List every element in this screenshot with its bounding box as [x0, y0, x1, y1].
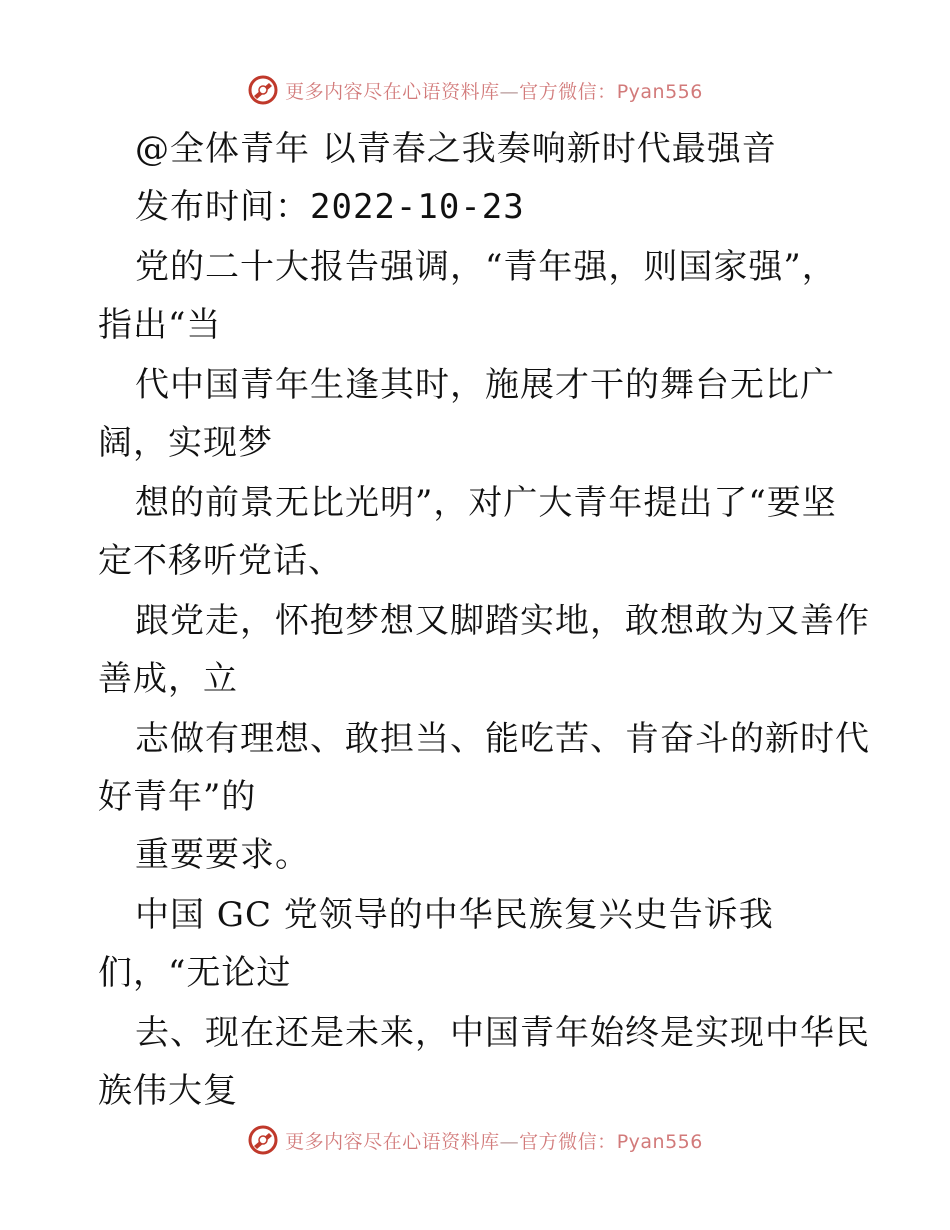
watermark-separator: — [499, 1130, 520, 1153]
paragraph-line: 族伟大复 [98, 1071, 238, 1111]
watermark-id: Pyan556 [616, 80, 703, 103]
watermark-site: 更多内容尽在心语资料库 [285, 1130, 500, 1153]
paragraph-line: 好青年”的 [98, 777, 257, 817]
paragraph-line: 指出“当 [98, 305, 222, 345]
watermark-text [285, 1127, 703, 1154]
watermark-label: 官方微信： [519, 80, 617, 103]
paragraph-line: 阔，实现梦 [98, 423, 273, 463]
header-watermark [0, 70, 950, 110]
doc-date: 发布时间：2022-10-23 [135, 187, 525, 227]
watermark-id: Pyan556 [616, 1130, 703, 1153]
logo-icon [247, 1124, 279, 1156]
watermark-label: 官方微信： [519, 1130, 617, 1153]
paragraph-line: 定不移听党话、 [98, 541, 343, 581]
paragraph-line: 想的前景无比光明”，对广大青年提出了“要坚 [135, 483, 837, 523]
footer-watermark [0, 1120, 950, 1160]
watermark-separator: — [499, 80, 520, 103]
paragraph-line: 代中国青年生逢其时，施展才干的舞台无比广 [135, 365, 835, 405]
paragraph-line: 跟党走，怀抱梦想又脚踏实地，敢想敢为又善作 [135, 601, 870, 641]
paragraph-line: 党的二十大报告强调，“青年强，则国家强”， [135, 247, 837, 287]
paragraph-line: 们，“无论过 [98, 953, 292, 993]
watermark-text [285, 77, 703, 104]
paragraph-line: 善成，立 [98, 659, 238, 699]
doc-title: @全体青年 以青春之我奏响新时代最强音 [135, 129, 777, 169]
paragraph-line: 重要要求。 [135, 835, 310, 875]
logo-icon [247, 74, 279, 106]
paragraph-line: 中国 GC 党领导的中华民族复兴史告诉我 [135, 895, 774, 935]
watermark-site: 更多内容尽在心语资料库 [285, 80, 500, 103]
paragraph-line: 去、现在还是未来，中国青年始终是实现中华民 [135, 1013, 870, 1053]
paragraph-line: 志做有理想、敢担当、能吃苦、肯奋斗的新时代 [135, 719, 870, 759]
